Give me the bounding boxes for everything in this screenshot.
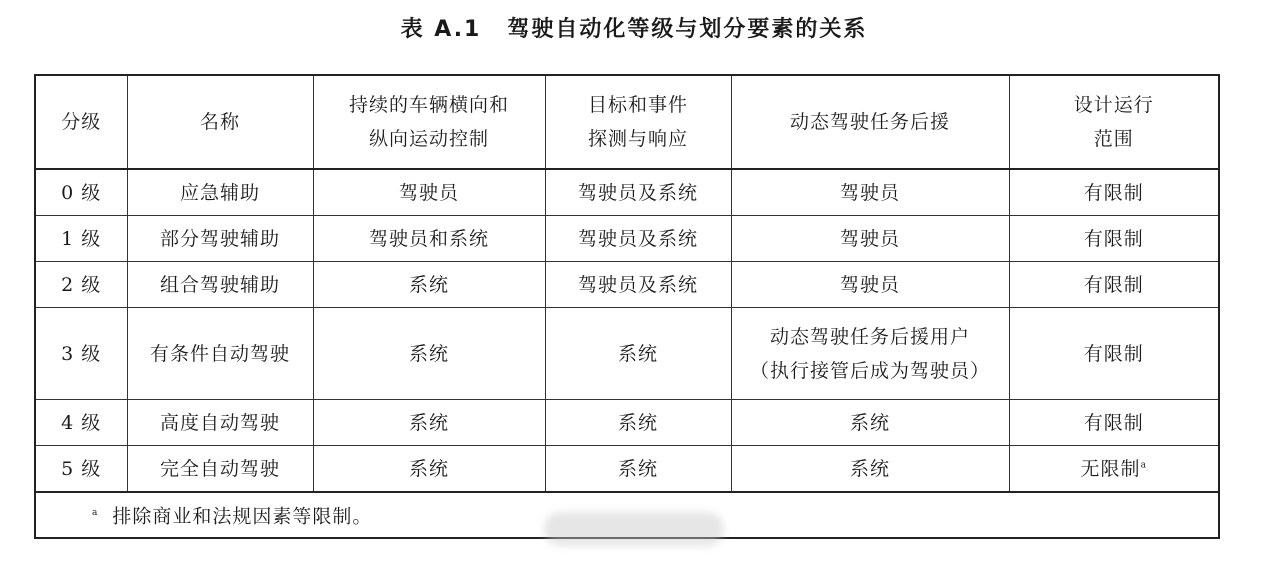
cell-level: 1 级 bbox=[35, 216, 127, 262]
table-row bbox=[35, 169, 1219, 216]
cell-level: 5 级 bbox=[35, 446, 127, 493]
cell-fallback: 驾驶员 bbox=[731, 169, 1009, 216]
table-row bbox=[35, 446, 1219, 493]
cell-name: 部分驾驶辅助 bbox=[127, 216, 313, 262]
cell-name: 应急辅助 bbox=[127, 169, 313, 216]
automation-levels-table bbox=[34, 74, 1220, 539]
table-row bbox=[35, 400, 1219, 446]
table-title bbox=[0, 12, 1268, 43]
cell-level: 3 级 bbox=[35, 308, 127, 400]
cell-fallback: 驾驶员 bbox=[731, 216, 1009, 262]
cell-name: 高度自动驾驶 bbox=[127, 400, 313, 446]
header-row bbox=[35, 75, 1219, 169]
cell-odd: 有限制 bbox=[1009, 262, 1219, 308]
cell-control: 驾驶员 bbox=[313, 169, 545, 216]
scan-smudge bbox=[544, 512, 724, 546]
header-name: 名称 bbox=[127, 75, 313, 169]
cell-level: 2 级 bbox=[35, 262, 127, 308]
cell-detection: 系统 bbox=[545, 446, 731, 493]
cell-detection: 驾驶员及系统 bbox=[545, 262, 731, 308]
cell-detection: 系统 bbox=[545, 308, 731, 400]
table-number: 表 A.1 bbox=[400, 17, 482, 42]
header-control: 持续的车辆横向和 纵向运动控制 bbox=[313, 75, 545, 169]
cell-name: 有条件自动驾驶 bbox=[127, 308, 313, 400]
header-level: 分级 bbox=[35, 75, 127, 169]
cell-odd: 有限制 bbox=[1009, 169, 1219, 216]
cell-detection: 驾驶员及系统 bbox=[545, 216, 731, 262]
cell-fallback: 系统 bbox=[731, 400, 1009, 446]
footnote-mark: a bbox=[92, 508, 99, 519]
cell-odd: 有限制 bbox=[1009, 216, 1219, 262]
cell-odd: 有限制 bbox=[1009, 308, 1219, 400]
cell-fallback: 动态驾驶任务后援用户 （执行接管后成为驾驶员） bbox=[731, 308, 1009, 400]
cell-control: 系统 bbox=[313, 446, 545, 493]
cell-detection: 系统 bbox=[545, 400, 731, 446]
footnote-text: 排除商业和法规因素等限制。 bbox=[112, 505, 373, 528]
table-row bbox=[35, 308, 1219, 400]
cell-odd bbox=[1009, 446, 1219, 493]
cell-control: 驾驶员和系统 bbox=[313, 216, 545, 262]
cell-control: 系统 bbox=[313, 400, 545, 446]
header-detection: 目标和事件 探测与响应 bbox=[545, 75, 731, 169]
cell-control: 系统 bbox=[313, 262, 545, 308]
cell-detection: 驾驶员及系统 bbox=[545, 169, 731, 216]
cell-level: 4 级 bbox=[35, 400, 127, 446]
cell-fallback: 系统 bbox=[731, 446, 1009, 493]
cell-fallback: 驾驶员 bbox=[731, 262, 1009, 308]
header-fallback: 动态驾驶任务后援 bbox=[731, 75, 1009, 169]
cell-control: 系统 bbox=[313, 308, 545, 400]
table-caption: 驾驶自动化等级与划分要素的关系 bbox=[507, 17, 868, 42]
table-row bbox=[35, 216, 1219, 262]
cell-name: 完全自动驾驶 bbox=[127, 446, 313, 493]
cell-level: 0 级 bbox=[35, 169, 127, 216]
cell-odd: 有限制 bbox=[1009, 400, 1219, 446]
header-odd: 设计运行 范围 bbox=[1009, 75, 1219, 169]
footnote-ref: a bbox=[1140, 460, 1147, 471]
cell-name: 组合驾驶辅助 bbox=[127, 262, 313, 308]
cell-odd-text: 无限制 bbox=[1080, 457, 1141, 480]
table-row bbox=[35, 262, 1219, 308]
